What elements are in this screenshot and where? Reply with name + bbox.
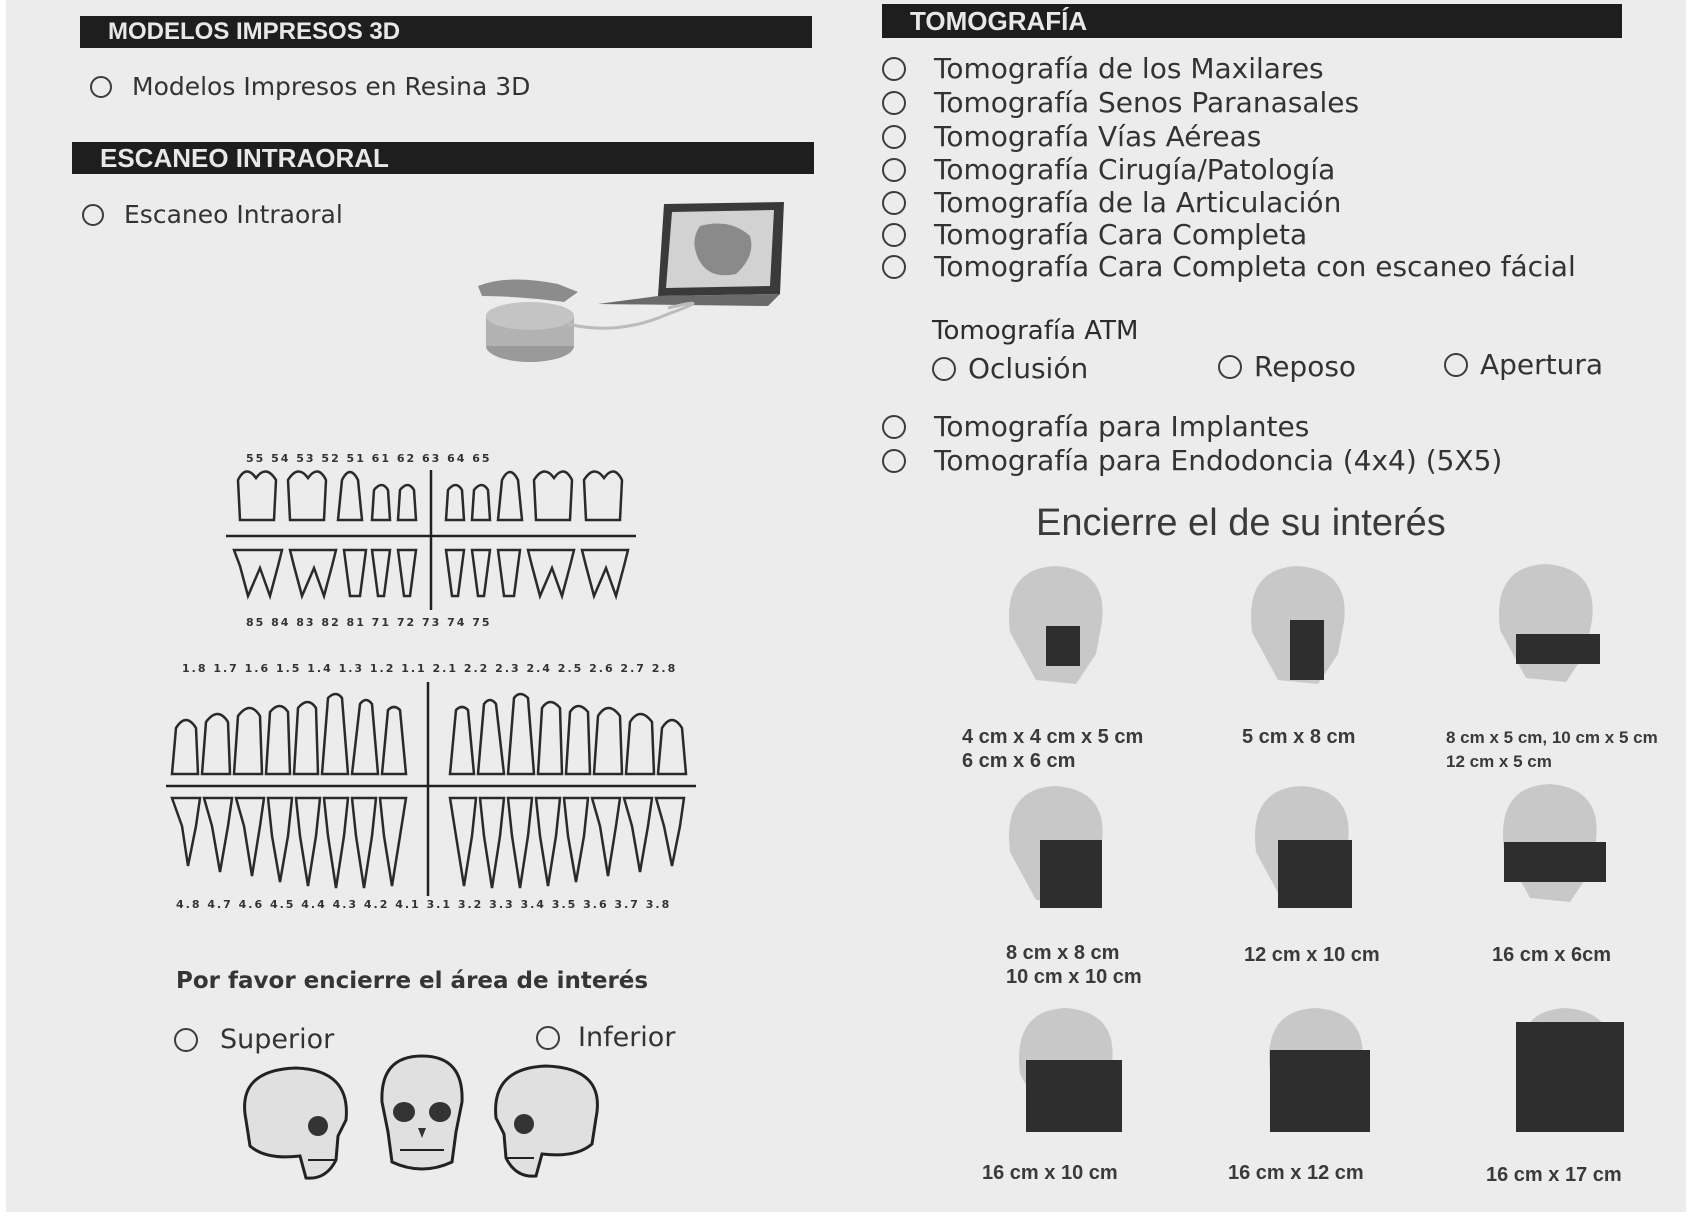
atm-heading: Tomografía ATM bbox=[932, 316, 1139, 346]
radio-button[interactable] bbox=[174, 1028, 198, 1052]
fov-label-9: 16 cm x 17 cm bbox=[1486, 1164, 1622, 1186]
fov-skull-7-icon[interactable] bbox=[1006, 1004, 1126, 1134]
fov-grid bbox=[946, 556, 1676, 1196]
radio-button[interactable] bbox=[882, 255, 906, 279]
fov-label-4a: 8 cm x 8 cm bbox=[1006, 942, 1120, 964]
fov-label-3a: 8 cm x 5 cm, 10 cm x 5 cm bbox=[1446, 728, 1658, 747]
fov-skull-3-icon[interactable] bbox=[1486, 560, 1606, 690]
fov-label-1b: 6 cm x 6 cm bbox=[962, 750, 1076, 772]
option-endodoncia[interactable] bbox=[882, 444, 1502, 477]
fov-label-4b: 10 cm x 10 cm bbox=[1006, 966, 1142, 988]
option-label: Tomografía Senos Paranasales bbox=[934, 86, 1360, 119]
option-cara-completa[interactable] bbox=[882, 218, 1307, 251]
skull-side-right-icon bbox=[486, 1058, 616, 1183]
radio-button[interactable] bbox=[882, 158, 906, 182]
option-label: Tomografía para Endodoncia (4x4) (5X5) bbox=[934, 444, 1503, 477]
option-inferior[interactable] bbox=[536, 1022, 675, 1053]
primary-lower-numbers: 85 84 83 82 81 71 72 73 74 75 bbox=[246, 616, 492, 629]
form-sheet bbox=[6, 0, 1686, 1212]
fov-skull-4-icon[interactable] bbox=[996, 782, 1116, 912]
radio-button[interactable] bbox=[882, 191, 906, 215]
permanent-teeth-chart bbox=[166, 676, 696, 906]
option-label: Apertura bbox=[1480, 348, 1604, 381]
fov-label-8: 16 cm x 12 cm bbox=[1228, 1162, 1364, 1184]
option-modelos-resina[interactable] bbox=[90, 72, 530, 101]
fov-skull-2-icon[interactable] bbox=[1238, 562, 1358, 692]
permanent-lower-numbers: 4.8 4.7 4.6 4.5 4.4 4.3 4.2 4.1 3.1 3.2 3.3 3.4 3.5 3.6 3.7 3.8 bbox=[176, 898, 672, 911]
radio-button[interactable] bbox=[882, 449, 906, 473]
option-label: Reposo bbox=[1254, 350, 1357, 383]
option-implantes[interactable] bbox=[882, 410, 1309, 443]
fov-label-1a: 4 cm x 4 cm x 5 cm bbox=[962, 726, 1144, 748]
option-label: Tomografía Cirugía/Patología bbox=[934, 153, 1336, 186]
option-label: Tomografía para Implantes bbox=[934, 410, 1310, 443]
fov-skull-8-icon[interactable] bbox=[1256, 1004, 1376, 1134]
radio-button[interactable] bbox=[932, 357, 956, 381]
fov-label-2: 5 cm x 8 cm bbox=[1242, 726, 1356, 748]
fov-label-5: 12 cm x 10 cm bbox=[1244, 944, 1380, 966]
option-label: Tomografía Cara Completa con escaneo fácial bbox=[934, 250, 1576, 283]
option-cirugia[interactable] bbox=[882, 153, 1335, 186]
option-label: Tomografía Cara Completa bbox=[934, 218, 1308, 251]
section-title-tomografia: TOMOGRAFÍA bbox=[910, 6, 1088, 36]
option-label: Oclusión bbox=[968, 352, 1089, 385]
fov-heading: Encierre el de su interés bbox=[1036, 502, 1446, 544]
option-maxilares[interactable] bbox=[882, 52, 1324, 85]
option-label: Modelos Impresos en Resina 3D bbox=[132, 72, 531, 101]
fov-skull-6-icon[interactable] bbox=[1490, 780, 1610, 910]
radio-button[interactable] bbox=[90, 76, 112, 98]
option-superior[interactable] bbox=[174, 1024, 334, 1055]
option-label: Tomografía de los Maxilares bbox=[934, 52, 1324, 85]
option-articulacion[interactable] bbox=[882, 186, 1341, 219]
option-label: Tomografía de la Articulación bbox=[934, 186, 1342, 219]
option-label: Superior bbox=[220, 1024, 335, 1055]
area-instruction: Por favor encierre el área de interés bbox=[176, 968, 649, 994]
fov-label-3b: 12 cm x 5 cm bbox=[1446, 752, 1552, 771]
option-vias-aereas[interactable] bbox=[882, 120, 1261, 153]
option-reposo[interactable] bbox=[1218, 350, 1356, 383]
option-label: Escaneo Intraoral bbox=[124, 200, 343, 229]
fov-skull-1-icon[interactable] bbox=[996, 562, 1116, 692]
fov-label-7: 16 cm x 10 cm bbox=[982, 1162, 1118, 1184]
intraoral-scanner-image bbox=[468, 196, 798, 376]
radio-button[interactable] bbox=[882, 415, 906, 439]
option-label: Tomografía Vías Aéreas bbox=[934, 120, 1262, 153]
option-escaneo-intraoral[interactable] bbox=[82, 200, 343, 229]
radio-button[interactable] bbox=[882, 125, 906, 149]
radio-button[interactable] bbox=[882, 223, 906, 247]
radio-button[interactable] bbox=[882, 57, 906, 81]
section-title-modelos: MODELOS IMPRESOS 3D bbox=[108, 18, 401, 45]
skull-side-left-icon bbox=[226, 1060, 356, 1185]
radio-button[interactable] bbox=[82, 204, 104, 226]
option-oclusion[interactable] bbox=[932, 352, 1088, 385]
option-cara-completa-escaneo[interactable] bbox=[882, 250, 1576, 283]
fov-label-6: 16 cm x 6cm bbox=[1492, 944, 1611, 966]
primary-teeth-chart bbox=[226, 450, 636, 630]
radio-button[interactable] bbox=[536, 1026, 560, 1050]
permanent-upper-numbers: 1.8 1.7 1.6 1.5 1.4 1.3 1.2 1.1 2.1 2.2 2.3 2.4 2.5 2.6 2.7 2.8 bbox=[182, 662, 678, 675]
fov-skull-9-icon[interactable] bbox=[1506, 1004, 1626, 1134]
option-label: Inferior bbox=[578, 1022, 676, 1053]
radio-button[interactable] bbox=[1218, 355, 1242, 379]
section-header-modelos bbox=[80, 16, 812, 48]
section-header-escaneo bbox=[72, 142, 814, 174]
radio-button[interactable] bbox=[1444, 353, 1468, 377]
fov-skull-5-icon[interactable] bbox=[1242, 782, 1362, 912]
option-apertura[interactable] bbox=[1444, 348, 1603, 381]
radio-button[interactable] bbox=[882, 91, 906, 115]
option-senos[interactable] bbox=[882, 86, 1359, 119]
section-title-escaneo: ESCANEO INTRAORAL bbox=[100, 143, 389, 173]
section-header-tomografia bbox=[882, 4, 1622, 38]
skull-front-icon bbox=[372, 1052, 472, 1182]
primary-upper-numbers: 55 54 53 52 51 61 62 63 64 65 bbox=[246, 452, 492, 465]
